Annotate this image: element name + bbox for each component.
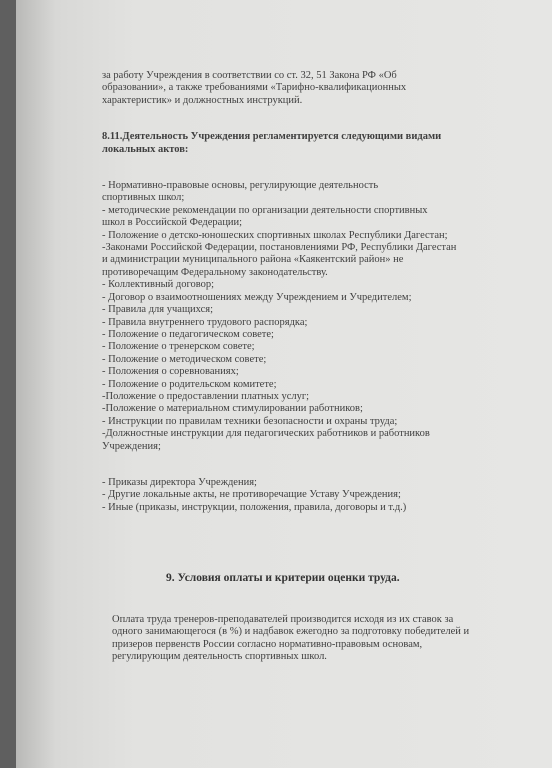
orders-line: - Другие локальные акты, не противоречащие Уставу Учреждения; [102,489,401,501]
list-line: - Положение о тренерском совете; [102,341,255,353]
list-line: -Положение о материальном стимулировании работников; [102,403,363,415]
section-title-line: 8.11.Деятельность Учреждения регламентируется следующими видами [102,131,442,143]
list-line: - Инструкции по правилам техники безопасности и охраны труда; [102,415,398,427]
section-9-line: регулирующим деятельность спортивных школ. [112,651,327,663]
orders-line: - Приказы директора Учреждения; [102,476,257,488]
list-line: - Положение о детско-юношеских спортивных школах Республики Дагестан; [102,229,448,241]
list-line: Учреждения; [102,440,161,452]
list-line: противоречащим Федеральному законодательству. [102,266,328,278]
section-9-line: призеров первенств России согласно нормативно-правовым основам, [112,638,423,650]
list-line: - Правила для учащихся; [102,304,214,316]
document-body [102,70,538,514]
list-line: - Договор о взаимоотношениях между Учреждением и Учредителем; [102,291,412,303]
list-line: -Законами Российской Федерации, постановлениями РФ, Республики Дагестан [102,242,457,254]
section-9-line: одного занимающегося (в %) и надбавок ежегодно за подготовку победителей и [112,626,470,638]
section-title-line: локальных актов: [102,143,189,155]
intro-line: образовании», а также требованиями «Тарифно-квалификационных [102,82,407,94]
list-line: -Положение о предоставлении платных услуг; [102,390,310,402]
list-line: - методические рекомендации по организации деятельности спортивных [102,204,428,216]
section-9-line: Оплата труда тренеров-преподавателей производится исходя из их ставок за [112,614,454,625]
intro-line: за работу Учреждения в соответствии со ст. 32, 51 Закона РФ «Об [102,70,397,81]
orders-line: - Иные (приказы, инструкции, положения, правила, договоры и т.д.) [102,501,407,513]
section-9-title: 9. Условия оплаты и критерии оценки труда. [166,572,400,584]
list-line: - Положение о родительском комитете; [102,378,277,390]
list-line: - Положение о методическом совете; [102,353,267,365]
list-line: - Правила внутреннего трудового распорядка; [102,316,308,328]
list-line: - Положения о соревнованиях; [102,366,239,378]
list-line: школ в Российской Федерации; [102,217,243,229]
intro-line: характеристик» и должностных инструкций. [102,94,303,106]
list-line: - Положение о педагогическом совете; [102,328,274,340]
document-page [16,0,552,768]
list-line: - Нормативно-правовые основы, регулирующие деятельность [102,180,379,192]
list-line: спортивных школ; [102,192,185,204]
list-line: и администрации муниципального района «Каякентский район» не [102,254,404,266]
list-line: -Должностные инструкции для педагогических работников и работников [102,428,430,440]
list-line: - Коллективный договор; [102,279,215,291]
section-9-body [112,614,542,664]
